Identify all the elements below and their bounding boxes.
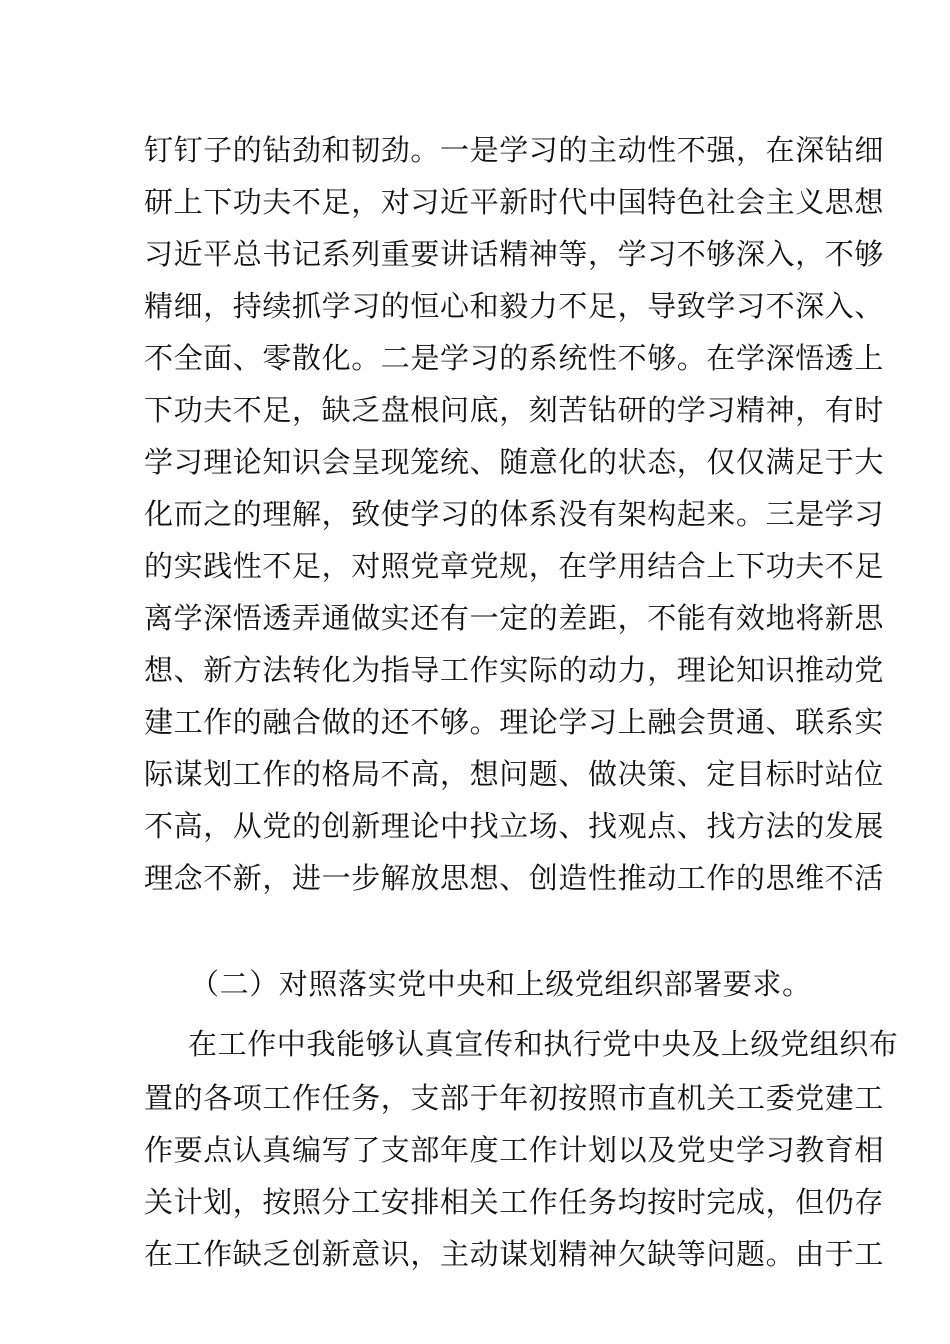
body-text-line: 理念不新，进一步解放思想、创造性推动工作的思维不活 (144, 861, 885, 895)
body-text-line: 际谋划工作的格局不高，想问题、做决策、定目标时站位 (144, 757, 885, 791)
body-text-line: 在工作缺乏创新意识，主动谋划精神欠缺等问题。由于工 (144, 1237, 885, 1271)
body-text-line: 下功夫不足，缺乏盘根问底，刻苦钻研的学习精神，有时 (144, 393, 885, 427)
body-text-line: 想、新方法转化为指导工作实际的动力，理论知识推动党 (144, 653, 885, 687)
body-text-line: 离学深悟透弄通做实还有一定的差距，不能有效地将新思 (144, 601, 885, 635)
body-text-line: 作要点认真编写了支部年度工作计划以及党史学习教育相 (144, 1133, 885, 1167)
body-text-line: 不全面、零散化。二是学习的系统性不够。在学深悟透上 (144, 341, 885, 375)
body-text-line: 钉钉子的钻劲和韧劲。一是学习的主动性不强，在深钻细 (144, 133, 885, 167)
body-text-line: 精细，持续抓学习的恒心和毅力不足，导致学习不深入、 (144, 289, 885, 323)
body-text-line: 在工作中我能够认真宣传和执行党中央及上级党组织布 (188, 1027, 899, 1061)
section-heading: （二）对照落实党中央和上级党组织部署要求。 (190, 967, 812, 1001)
body-text-line: 研上下功夫不足，对习近平新时代中国特色社会主义思想 (144, 185, 885, 219)
body-text-line: 习近平总书记系列重要讲话精神等，学习不够深入，不够 (144, 237, 885, 271)
body-text-line: 不高，从党的创新理论中找立场、找观点、找方法的发展 (144, 809, 885, 843)
body-text-line: 置的各项工作任务，支部于年初按照市直机关工委党建工 (144, 1081, 885, 1115)
body-text-line: 学习理论知识会呈现笼统、随意化的状态，仅仅满足于大 (144, 445, 885, 479)
body-text-line: 化而之的理解，致使学习的体系没有架构起来。三是学习 (144, 497, 885, 531)
body-text-line: 建工作的融合做的还不够。理论学习上融会贯通、联系实 (144, 705, 885, 739)
body-text-line: 的实践性不足，对照党章党规，在学用结合上下功夫不足 (144, 549, 885, 583)
body-text-line: 关计划，按照分工安排相关工作任务均按时完成，但仍存 (144, 1185, 885, 1219)
